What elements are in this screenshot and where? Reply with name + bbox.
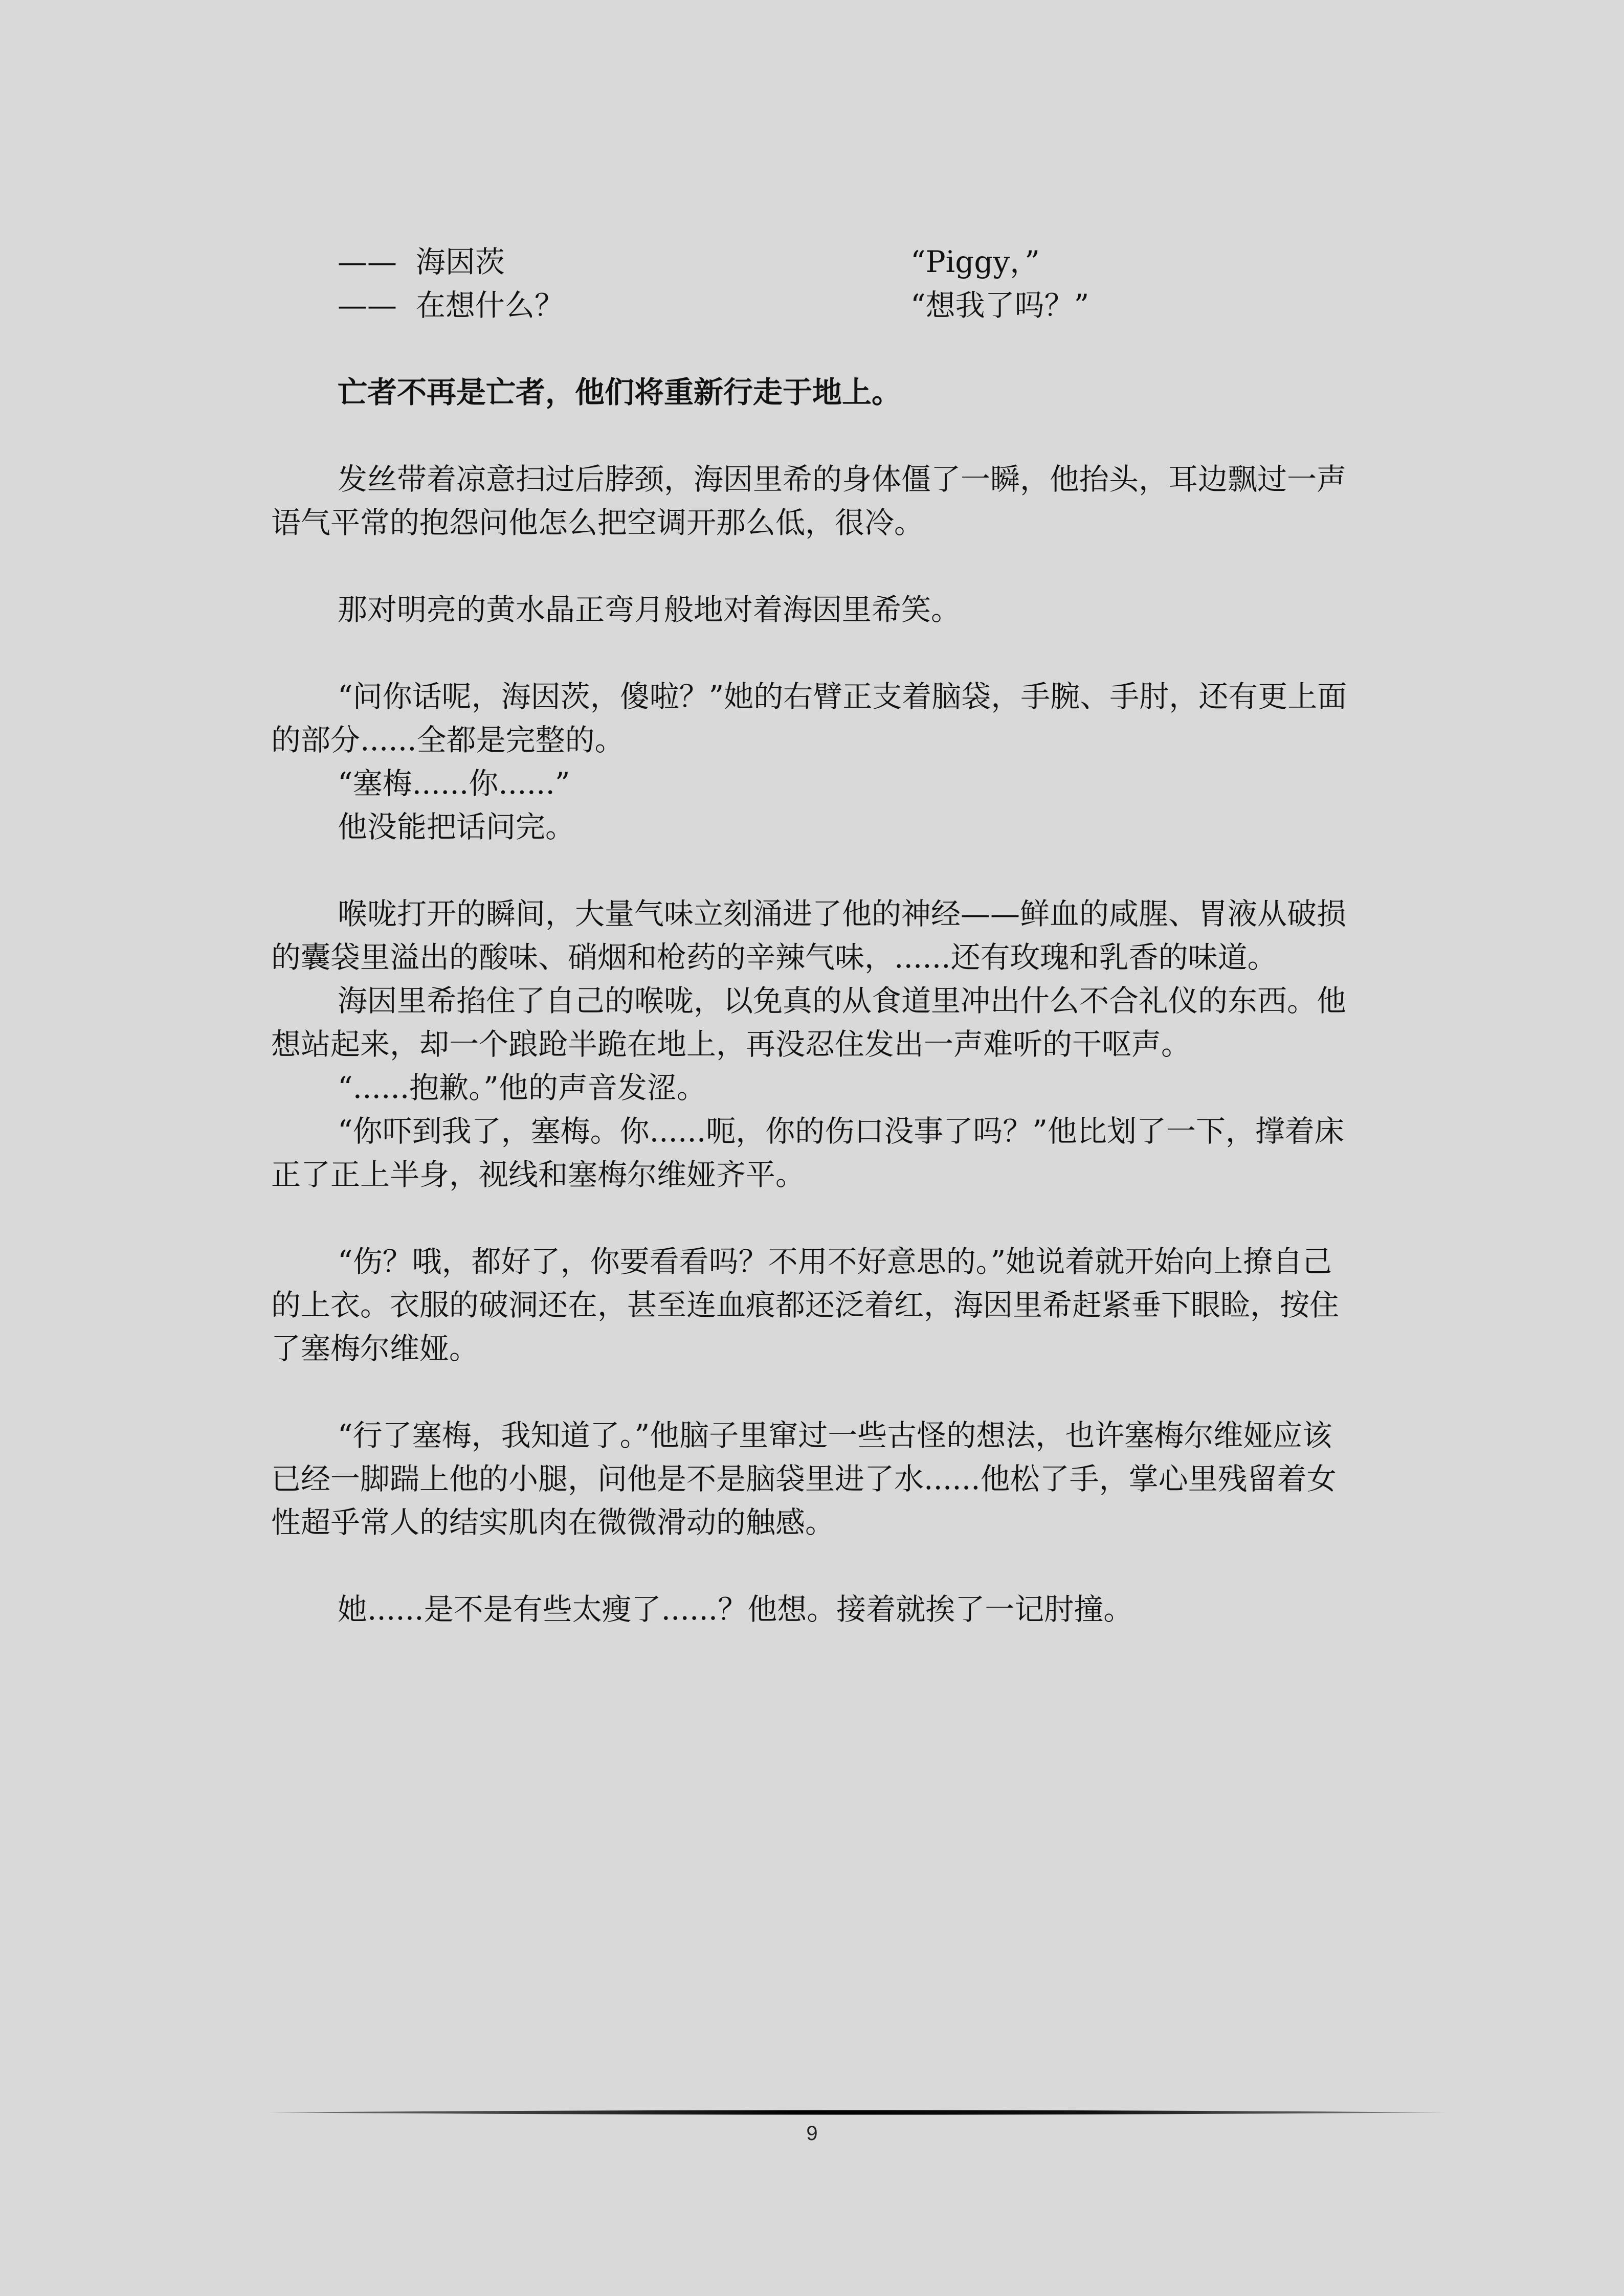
paragraph: “塞梅......你......” bbox=[338, 766, 570, 801]
paragraph: “行了塞梅，我知道了。”他脑子里窜过一些古怪的想法，也许塞梅尔维娅应该已经一脚踹上他的小腿，问他是不是脑袋里进了水......他松了手，掌心里残留着女性超乎常人的结实肌肉在微微滑动的触感。 bbox=[271, 1418, 1337, 1540]
paragraph: “......抱歉。”他的声音发涩。 bbox=[338, 1070, 706, 1105]
paragraph: 海因里希掐住了自己的喉咙，以免真的从食道里冲出什么不合礼仪的东西。他想站起来，却一个踉跄半跪在地上，再没忍住发出一声难听的干呕声。 bbox=[271, 983, 1347, 1062]
paragraph: “问你话呢，海因茨，傻啦？”她的右臂正支着脑袋，手腕、手肘，还有更上面的部分......全都是完整的。 bbox=[271, 679, 1347, 757]
paragraph: 发丝带着凉意扫过后脖颈，海因里希的身体僵了一瞬，他抬头，耳边飘过一声语气平常的抱怨问他怎么把空调开那么低，很冷。 bbox=[271, 462, 1347, 540]
epigraph-left: —— 在想什么？ bbox=[338, 288, 564, 323]
page-number: 9 bbox=[806, 2122, 818, 2145]
body-text bbox=[271, 240, 1355, 1631]
footer-divider bbox=[269, 2109, 1448, 2116]
paragraph: 那对明亮的黄水晶正弯月般地对着海因里希笑。 bbox=[338, 592, 961, 627]
epigraph-left: —— 海因茨 bbox=[338, 244, 505, 279]
epigraph-row bbox=[271, 240, 1355, 284]
paragraph: “你吓到我了，塞梅。你......呃，你的伤口没事了吗？”他比划了一下，撑着床正了正上半身，视线和塞梅尔维娅齐平。 bbox=[271, 1114, 1344, 1192]
epigraph-right: “想我了吗？” bbox=[910, 288, 1089, 323]
paragraph: 她......是不是有些太瘦了......？他想。接着就挨了一记肘撞。 bbox=[338, 1592, 1133, 1627]
epigraph-right: “Piggy，” bbox=[910, 244, 1040, 279]
section-heading: 亡者不再是亡者，他们将重新行走于地上。 bbox=[338, 375, 902, 410]
paragraph: “伤？哦，都好了，你要看看吗？不用不好意思的。”她说着就开始向上撩自己的上衣。衣服的破洞还在，甚至连血痕都还泛着红，海因里希赶紧垂下眼睑，按住了塞梅尔维娅。 bbox=[271, 1244, 1340, 1366]
paragraph: 他没能把话问完。 bbox=[338, 809, 575, 844]
epigraph-row bbox=[271, 284, 1355, 327]
paragraph: 喉咙打开的瞬间，大量气味立刻涌进了他的神经——鲜血的咸腥、胃液从破损的囊袋里溢出的酸味、硝烟和枪药的辛辣气味，......还有玫瑰和乳香的味道。 bbox=[271, 896, 1347, 975]
